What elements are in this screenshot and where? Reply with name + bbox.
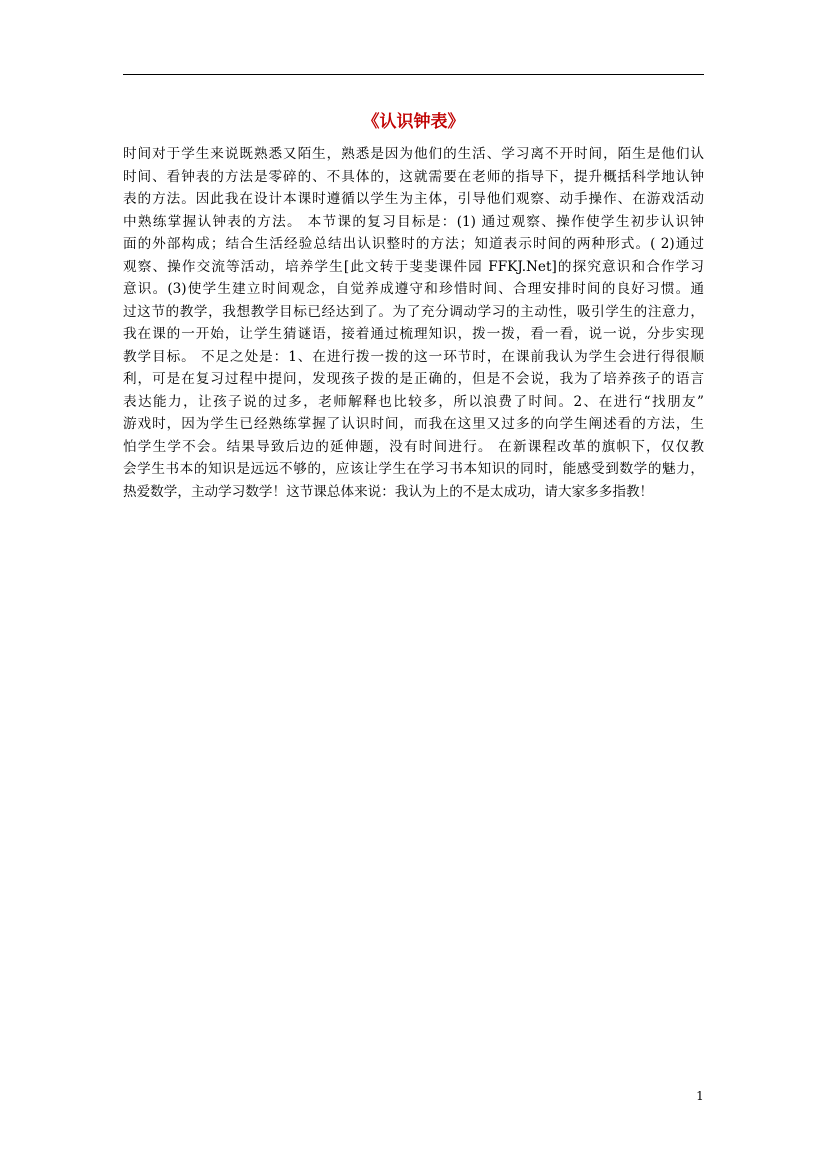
body-line: 游戏时，因为学生已经熟练掌握了认识时间，而我在这里又过多的向学生阐述看的方法，生 — [123, 416, 704, 432]
header-rule — [123, 74, 704, 75]
body-line: 过这节的教学，我想教学目标已经达到了。为了充分调动学习的主动性，吸引学生的注意力， — [123, 303, 704, 320]
body-line: 热爱数学，主动学习数学！这节课总体来说：我认为上的不是太成功，请大家多多指教！ — [123, 483, 654, 500]
body-line: 意识。(3)使学生建立时间观念，自觉养成遵守和珍惜时间、合理安排时间的良好习惯。通 — [123, 281, 704, 297]
body-line: 教学目标。 不足之处是：1、在进行拨一拨的这一环节时，在课前我认为学生会进行得很顺 — [123, 348, 704, 365]
body-line: 会学生书本的知识是远远不够的，应该让学生在学习书本知识的同时，能感受到数学的魅力， — [123, 461, 704, 477]
body-line: 表的方法。因此我在设计本课时遵循以学生为主体，引导他们观察、动手操作、在游戏活动 — [123, 191, 704, 207]
body-line: 表达能力，让孩子说的过多，老师解释也比较多，所以浪费了时间。2、在进行“找朋友” — [123, 393, 704, 410]
page-number: 1 — [696, 1089, 704, 1103]
body-line: 利，可是在复习过程中提问，发现孩子拨的是正确的，但是不会说，我为了培养孩子的语言 — [123, 371, 704, 387]
body-line: 中熟练掌握认钟表的方法。 本节课的复习目标是：(1) 通过观察、操作使学生初步认识钟 — [123, 213, 704, 230]
document-body — [123, 143, 704, 503]
body-line: 怕学生学不会。结果导致后边的延伸题，没有时间进行。 在新课程改革的旗帜下，仅仅教 — [123, 438, 704, 455]
body-line: 观察、操作交流等活动，培养学生[此文转于斐斐课件园 FFKJ.Net]的探究意识和合作学习 — [123, 258, 704, 275]
body-line: 我在课的一开始，让学生猜谜语，接着通过梳理知识，拨一拨，看一看，说一说，分步实现 — [123, 326, 704, 342]
body-line: 时间、看钟表的方法是零碎的、不具体的，这就需要在老师的指导下，提升概括科学地认钟 — [123, 168, 704, 185]
document-title: 《认识钟表》 — [362, 112, 465, 132]
body-line: 面的外部构成；结合生活经验总结出认识整时的方法；知道表示时间的两种形式。( 2)通过 — [123, 236, 704, 252]
body-line: 时间对于学生来说既熟悉又陌生，熟悉是因为他们的生活、学习离不开时间，陌生是他们认 — [123, 146, 704, 162]
